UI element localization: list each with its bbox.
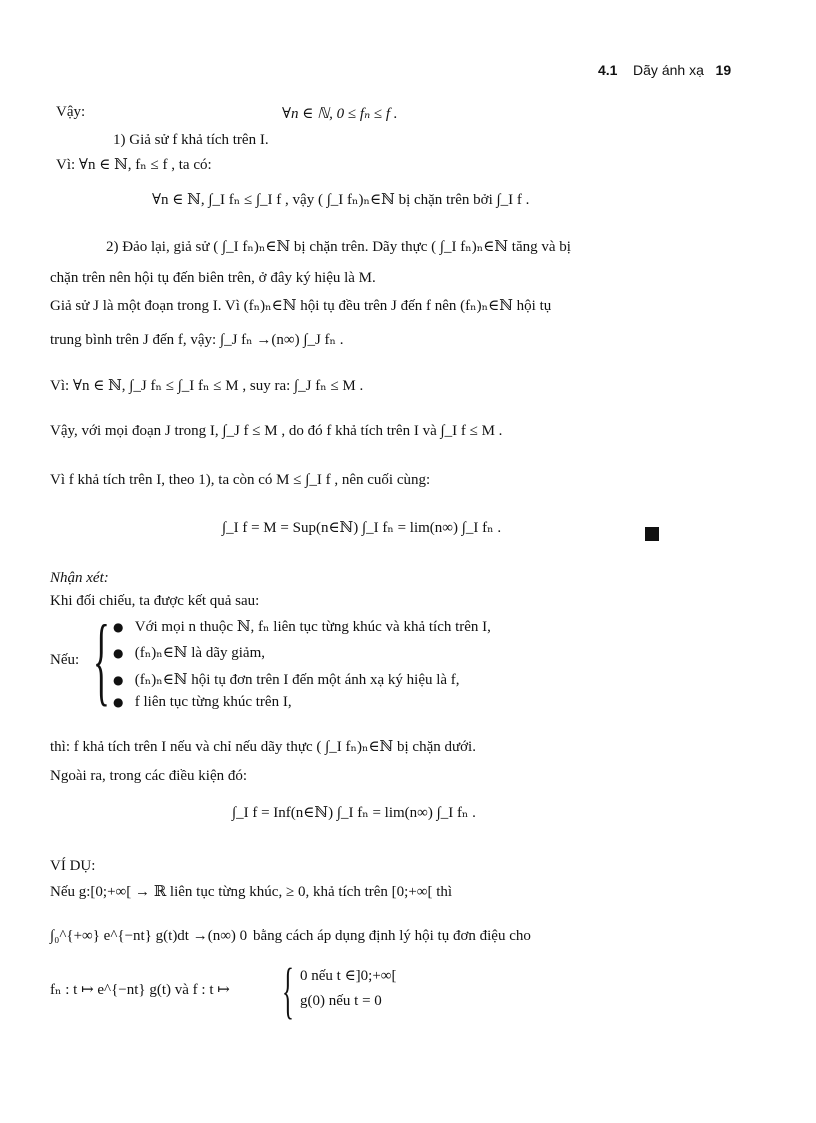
line-converge-sup: chặn trên nên hội tụ đến biên trên, ở đây ký hiệu là M. [50, 270, 376, 286]
line-vay-label: Vậy: [56, 104, 86, 120]
equation-sup-lim: ∫_I f = M = Sup(n∈ℕ) ∫_I fₙ = lim(n∞) ∫_I fₙ . [222, 520, 502, 536]
line-integrable: Vì f khả tích trên I, theo 1), ta còn có M ≤ ∫_I f , nên cuối cùng: [50, 472, 431, 488]
bullet: ● [113, 646, 124, 660]
line-vi-bound: Vì: ∀n ∈ ℕ, ∫_J fₙ ≤ ∫_I fₙ ≤ M , suy ra: ∫_J fₙ ≤ M . [50, 378, 364, 394]
condition-1 [113, 617, 491, 636]
bullet: ● [113, 695, 124, 709]
condition-1-text: Với mọi n thuộc ℕ, fₙ liên tục từng khúc và khả tích trên I, [134, 619, 491, 635]
condition-4-text: f liên tục từng khúc trên I, [134, 694, 292, 710]
condition-3 [113, 670, 460, 689]
condition-3-text: (fₙ)ₙ∈ℕ hội tụ đơn trên I đến một ánh xạ ký hiệu là f, [134, 672, 460, 688]
remark-title: Nhận xét: [50, 570, 109, 586]
bullet: ● [113, 673, 124, 687]
example-definitions: fₙ : t ↦ e^{−nt} g(t) và f : t ↦ [50, 982, 230, 998]
left-brace: { [93, 604, 110, 715]
line-vay-formula: ∀n ∈ ℕ, 0 ≤ fₙ ≤ f . [282, 106, 398, 122]
example-integral: ∫₀^{+∞} e^{−nt} g(t)dt →(n∞) 0 [50, 928, 248, 944]
condition-4 [113, 694, 292, 711]
line-part1: 1) Giả sử f khả tích trên I. [113, 132, 269, 148]
line-mean-convergence: trung bình trên J đến f, vậy: ∫_J fₙ →(n∞) ∫_J fₙ . [50, 332, 344, 348]
running-header [598, 62, 731, 78]
example-line-1: Nếu g:[0;+∞[ → ℝ liên tục từng khúc, ≥ 0, khả tích trên [0;+∞[ thì [50, 884, 453, 900]
remark-intro: Khi đối chiếu, ta được kết quả sau: [50, 593, 260, 609]
if-label: Nếu: [50, 652, 80, 668]
case-brace: { [282, 957, 294, 1025]
condition-2-text: (fₙ)ₙ∈ℕ là dãy giảm, [134, 645, 265, 661]
case-2: g(0) nếu t = 0 [300, 993, 382, 1009]
section-title: Dãy ánh xạ [633, 62, 704, 78]
then-statement: thì: f khả tích trên I nếu và chỉ nếu dãy thực ( ∫_I fₙ)ₙ∈ℕ bị chặn dưới. [50, 739, 476, 755]
line-vi: Vì: ∀n ∈ ℕ, fₙ ≤ f , ta có: [56, 157, 212, 173]
example-line-2: bằng cách áp dụng định lý hội tụ đơn điệu cho [253, 928, 531, 944]
line-part2: 2) Đảo lại, giả sử ( ∫_I fₙ)ₙ∈ℕ bị chặn trên. Dãy thực ( ∫_I fₙ)ₙ∈ℕ tăng và bị [106, 239, 571, 255]
page-number: 19 [715, 62, 732, 78]
line-bounded-above: ∀n ∈ ℕ, ∫_I fₙ ≤ ∫_I f , vậy ( ∫_I fₙ)ₙ∈ℕ bị chặn trên bởi ∫_I f . [152, 192, 530, 208]
example-title: VÍ DỤ: [50, 858, 96, 874]
section-number: 4.1 [598, 62, 618, 78]
case-1: 0 nếu t ∈]0;+∞[ [300, 968, 397, 984]
equation-inf-lim: ∫_I f = Inf(n∈ℕ) ∫_I fₙ = lim(n∞) ∫_I fₙ . [232, 805, 476, 821]
moreover-line: Ngoài ra, trong các điều kiện đó: [50, 768, 248, 784]
qed-square [645, 527, 659, 541]
condition-2 [113, 643, 265, 662]
line-interval-j: Giả sử J là một đoạn trong I. Vì (fₙ)ₙ∈ℕ hội tụ đều trên J đến f nên (fₙ)ₙ∈ℕ hội tụ [50, 298, 552, 314]
line-every-interval: Vậy, với mọi đoạn J trong I, ∫_J f ≤ M , do đó f khả tích trên I và ∫_I f ≤ M . [50, 423, 503, 439]
bullet: ● [113, 620, 124, 634]
